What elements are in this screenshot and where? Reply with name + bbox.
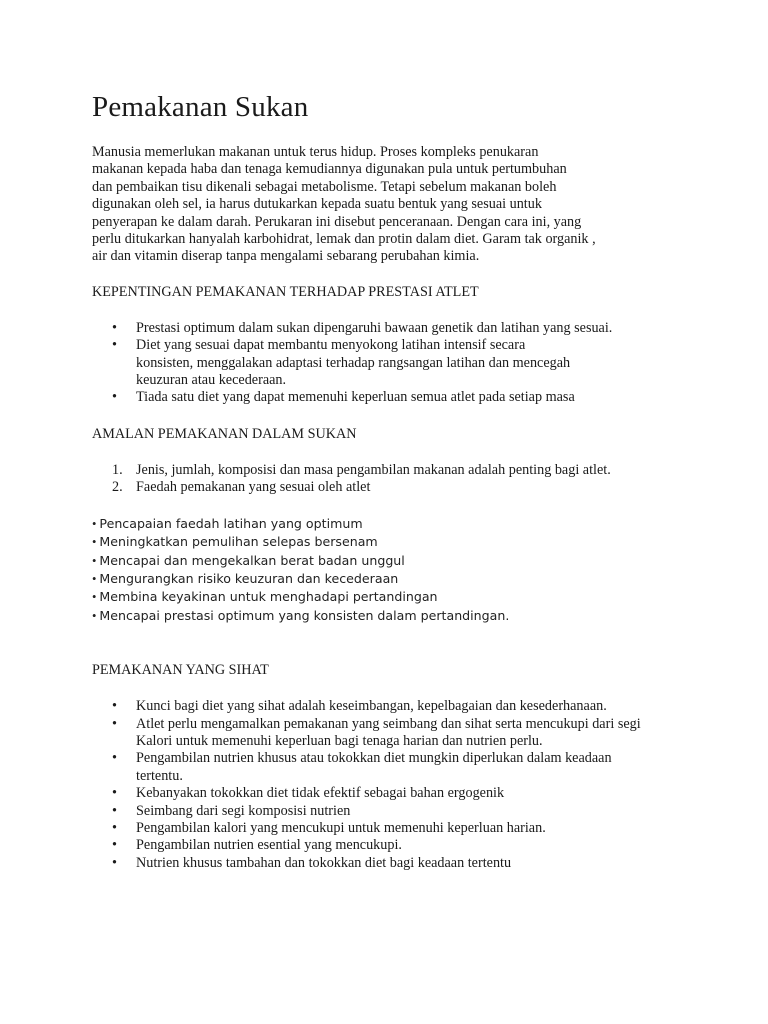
bullet-glyph: • — [112, 854, 117, 871]
bullet-glyph: • — [112, 715, 117, 732]
bullet-glyph: • — [112, 837, 117, 854]
page-title: Pemakanan Sukan — [92, 91, 309, 123]
list-item: • Diet yang sesuai dapat membantu menyokong latihan intensif secara konsisten, menggalakan adaptasi terhadap rangsangan latihan dan mencegah keuzuran atau kecederaan. — [112, 337, 571, 389]
kepentingan-list — [92, 320, 692, 407]
section-heading-kepentingan: KEPENTINGAN PEMAKANAN TERHADAP PRESTASI ATLET — [92, 283, 479, 300]
section-heading-sihat: PEMAKANAN YANG SIHAT — [92, 662, 269, 679]
document-page — [92, 90, 692, 872]
list-item: • Seimbang dari segi komposisi nutrien — [112, 802, 351, 819]
list-item: • Mencapai dan mengekalkan berat badan unggul — [92, 552, 405, 568]
list-item: • Prestasi optimum dalam sukan dipengaruhi bawaan genetik dan latihan yang sesuai. — [112, 319, 613, 336]
list-item: • Pencapaian faedah latihan yang optimum — [92, 515, 363, 531]
bullet-glyph: • — [112, 750, 117, 767]
bullet-glyph: • — [112, 802, 117, 819]
bullet-glyph: • — [112, 389, 117, 406]
intro-paragraph: Manusia memerlukan makanan untuk terus hidup. Proses kompleks penukaran makanan kepada haba dan tenaga kemudiannya digunakan pula untuk pertumbuhan dan pembaikan tisu dikenali sebagai metabolisme. Tetapi sebelum makanan boleh digunakan oleh sel, ia harus dutukarkan kepada suatu bentuk yang sesuai untuk penyerapan ke dalam darah. Perukaran ini disebut penceranaan. Dengan cara ini, yang perlu ditukarkan hanyalah karbohidrat, lemak dan protin dalam diet. Garam tak organik , air dan vitamin diserap tanpa mengalami sebarang perubahan kimia. — [92, 144, 596, 265]
list-item: • Pengambilan nutrien khusus atau tokokkan diet mungkin diperlukan dalam keadaan tertentu. — [112, 750, 612, 784]
bullet-glyph: • — [112, 319, 117, 336]
faedah-list — [92, 515, 692, 625]
list-item: • Mengurangkan risiko keuzuran dan kecederaan — [92, 570, 399, 586]
list-item: • Meningkatkan pemulihan selepas bersenam — [92, 534, 378, 550]
section-heading-amalan: AMALAN PEMAKANAN DALAM SUKAN — [92, 425, 357, 442]
bullet-glyph: • — [112, 337, 117, 354]
numbered-item: 2. Faedah pemakanan yang sesuai oleh atlet — [112, 479, 371, 496]
list-item: • Membina keyakinan untuk menghadapi pertandingan — [92, 589, 438, 605]
list-item: • Nutrien khusus tambahan dan tokokkan diet bagi keadaan tertentu — [112, 854, 512, 871]
numbered-item: 1. Jenis, jumlah, komposisi dan masa pengambilan makanan adalah penting bagi atlet. — [112, 461, 611, 478]
list-item: • Pengambilan nutrien esential yang mencukupi. — [112, 837, 402, 854]
list-item: • Tiada satu diet yang dapat memenuhi keperluan semua atlet pada setiap masa — [112, 389, 575, 406]
bullet-glyph: • — [112, 785, 117, 802]
list-item: • Kebanyakan tokokkan diet tidak efektif sebagai bahan ergogenik — [112, 785, 505, 802]
sihat-list — [92, 698, 692, 872]
list-item: • Pengambilan kalori yang mencukupi untuk memenuhi keperluan harian. — [112, 819, 546, 836]
amalan-numbered-list — [92, 462, 692, 497]
list-item: • Kunci bagi diet yang sihat adalah keseimbangan, kepelbagaian dan kesederhanaan. — [112, 698, 607, 715]
bullet-glyph: • — [112, 819, 117, 836]
bullet-glyph: • — [112, 698, 117, 715]
list-item: • Mencapai prestasi optimum yang konsisten dalam pertandingan. — [92, 607, 510, 623]
list-item: • Atlet perlu mengamalkan pemakanan yang seimbang dan sihat serta mencukupi dari segi Kalori untuk memenuhi keperluan bagi tenaga harian dan nutrien perlu. — [112, 715, 641, 749]
